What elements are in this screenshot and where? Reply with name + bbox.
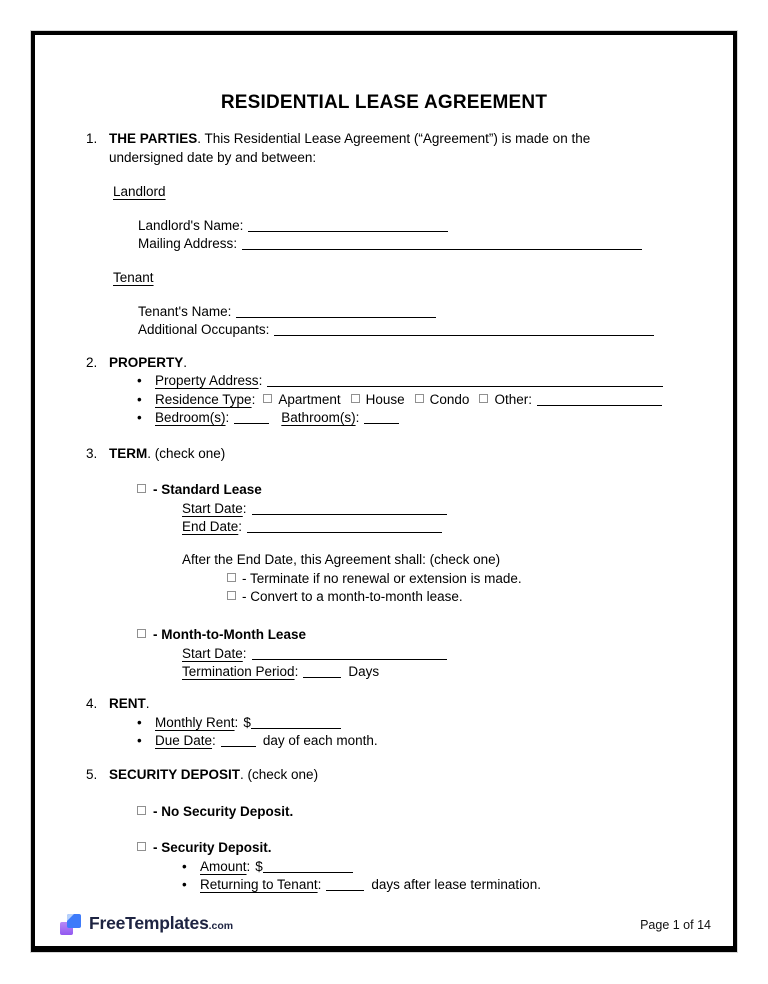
bullet-icon: •: [137, 391, 142, 407]
landlord-fields: [35, 217, 733, 254]
colon: :: [246, 858, 251, 874]
colon: :: [225, 410, 230, 425]
checkbox-row-security-deposit: [137, 839, 733, 858]
brand-tld: .com: [208, 920, 234, 933]
month-to-month-block: [35, 626, 733, 682]
document-page: [31, 31, 737, 952]
section-number: 1.: [86, 131, 98, 146]
colon: :: [233, 236, 238, 251]
residence-type-label: Residence Type: [155, 391, 252, 407]
no-security-deposit-label: - No Security Deposit.: [153, 804, 294, 819]
security-deposit-block: [35, 839, 733, 895]
bullet-due-date: [137, 732, 733, 751]
bullet-icon: •: [137, 373, 142, 388]
bullet-icon: •: [182, 858, 187, 874]
mailing-address-label: Mailing Address: [138, 236, 234, 251]
option-other-label: Other: [494, 391, 529, 407]
standard-lease-block: [35, 481, 733, 537]
colon: :: [317, 877, 322, 892]
section-parties-heading: [86, 130, 733, 167]
bullet-icon: •: [137, 714, 142, 730]
monthly-rent-label: Monthly Rent: [155, 714, 235, 730]
start-date-label: Start Date: [182, 500, 243, 516]
amount-blank[interactable]: [263, 860, 353, 873]
colon: :: [251, 391, 256, 407]
section-suffix: . (check one): [240, 767, 319, 782]
colon: :: [242, 645, 247, 661]
colon: :: [234, 714, 239, 730]
amount-label: Amount: [200, 858, 247, 874]
bathrooms-blank[interactable]: [364, 411, 399, 424]
section-suffix: .: [183, 354, 188, 370]
checkbox-other-icon[interactable]: [479, 394, 488, 403]
due-date-label: Due Date: [155, 733, 213, 748]
terminate-option-label: - Terminate if no renewal or extension is made.: [242, 570, 522, 586]
convert-option-label: - Convert to a month-to-month lease.: [242, 589, 463, 604]
brand-text: [89, 914, 233, 936]
document-title: RESIDENTIAL LEASE AGREEMENT: [220, 92, 548, 113]
standard-start-date-blank[interactable]: [252, 502, 447, 515]
field-standard-end-date: [182, 518, 733, 537]
termination-period-blank[interactable]: [303, 665, 341, 678]
after-end-date-text: After the End Date, this Agreement shall: (check one): [182, 552, 501, 567]
standard-end-date-blank[interactable]: [247, 520, 442, 533]
section-term-heading: [86, 445, 733, 464]
property-address-blank[interactable]: [267, 374, 663, 387]
dollar-sign: $: [255, 858, 263, 874]
colon: :: [258, 373, 263, 388]
checkbox-terminate-icon[interactable]: [227, 573, 236, 582]
returning-blank[interactable]: [326, 878, 364, 891]
termination-days-suffix: Days: [348, 664, 380, 679]
colon: :: [212, 733, 216, 748]
document-content: [35, 35, 733, 946]
bullet-icon: •: [137, 733, 142, 748]
section-suffix: .: [145, 696, 150, 711]
page-footer: [60, 913, 711, 937]
colon: :: [355, 410, 360, 425]
colon: :: [227, 303, 232, 319]
freetemplates-logo-icon: [60, 913, 82, 937]
mtm-start-date-blank[interactable]: [252, 647, 447, 660]
section-property-heading: [86, 354, 733, 373]
bullet-icon: •: [182, 877, 187, 892]
dollar-sign: $: [243, 714, 251, 730]
section-title: PROPERTY: [109, 354, 184, 370]
property-address-label: Property Address: [155, 373, 259, 388]
due-date-suffix: day of each month.: [262, 733, 378, 748]
monthly-rent-blank[interactable]: [251, 716, 341, 729]
section-number: 2.: [86, 354, 98, 370]
end-date-label: End Date: [182, 519, 239, 534]
section-title: RENT: [109, 696, 146, 711]
returning-suffix: days after lease termination.: [371, 877, 541, 892]
checkbox-month-to-month-icon[interactable]: [137, 629, 146, 638]
bullet-returning-to-tenant: [182, 876, 733, 895]
colon: :: [242, 500, 247, 516]
tenant-name-blank[interactable]: [236, 305, 436, 318]
start-date-label: Start Date: [182, 645, 243, 661]
field-landlord-name: [138, 217, 733, 236]
tenant-name-label: Tenant's Name: [138, 303, 228, 319]
bathrooms-label: Bathroom(s): [281, 410, 356, 425]
checkbox-no-security-deposit-icon[interactable]: [137, 806, 146, 815]
bullet-monthly-rent: [137, 714, 733, 733]
checkbox-row-standard-lease: [137, 481, 733, 500]
field-additional-occupants: [138, 321, 733, 340]
section-number: 4.: [86, 696, 98, 711]
field-mtm-start-date: [182, 645, 733, 664]
returning-to-tenant-label: Returning to Tenant: [200, 877, 318, 892]
colon: :: [265, 322, 270, 337]
section-rent-heading: [86, 695, 733, 714]
bullet-icon: •: [137, 410, 142, 425]
tenant-subheading: Tenant: [113, 269, 154, 285]
section-title: TERM: [109, 446, 148, 461]
bullet-residence-type: [137, 391, 733, 410]
month-to-month-label: - Month-to-Month Lease: [153, 627, 306, 642]
checkbox-row-terminate: [227, 570, 733, 589]
option-house-label: House: [365, 391, 405, 407]
bedrooms-label: Bedroom(s): [155, 410, 226, 425]
bullet-property-address: [137, 372, 733, 391]
field-termination-period: [182, 663, 733, 682]
after-end-date-block: [35, 551, 733, 607]
checkbox-convert-icon[interactable]: [227, 591, 236, 600]
section-suffix: . (check one): [147, 446, 226, 461]
mailing-address-blank[interactable]: [242, 237, 642, 250]
section-number: 3.: [86, 446, 98, 461]
termination-period-label: Termination Period: [182, 664, 295, 679]
landlord-subheading: Landlord: [113, 184, 166, 199]
colon: :: [528, 391, 532, 407]
bedrooms-blank[interactable]: [234, 411, 269, 424]
field-mailing-address: [138, 235, 733, 254]
landlord-name-blank[interactable]: [248, 219, 448, 232]
section-security-deposit-heading: [86, 766, 733, 785]
landlord-name-label: Landlord's Name: [138, 217, 240, 233]
page-number: Page 1 of 14: [640, 917, 711, 932]
checkbox-house-icon[interactable]: [351, 394, 360, 403]
colon: :: [238, 519, 243, 534]
standard-lease-label: - Standard Lease: [153, 482, 262, 497]
checkbox-row-month-to-month: [137, 626, 733, 645]
option-condo-label: Condo: [429, 391, 470, 407]
checkbox-security-deposit-icon[interactable]: [137, 842, 146, 851]
checkbox-apartment-icon[interactable]: [263, 394, 272, 403]
field-tenant-name: [138, 303, 733, 322]
checkbox-row-convert: [227, 588, 733, 607]
checkbox-standard-lease-icon[interactable]: [137, 484, 146, 493]
colon: :: [294, 664, 299, 679]
other-residence-blank[interactable]: [537, 393, 662, 406]
checkbox-condo-icon[interactable]: [415, 394, 424, 403]
section-title: SECURITY DEPOSIT: [109, 767, 241, 782]
additional-occupants-blank[interactable]: [274, 323, 654, 336]
bullet-amount: [182, 858, 733, 877]
tenant-fields: [35, 303, 733, 340]
bullet-bedrooms-bathrooms: [137, 409, 733, 428]
option-apartment-label: Apartment: [278, 391, 341, 407]
section-title: THE PARTIES: [109, 131, 198, 146]
section-number: 5.: [86, 767, 98, 782]
colon: :: [239, 217, 244, 233]
security-deposit-label: - Security Deposit.: [153, 840, 272, 855]
checkbox-row-no-security-deposit: [137, 803, 733, 822]
brand-name: FreeTemplates: [89, 913, 209, 934]
due-date-blank[interactable]: [221, 734, 256, 747]
freetemplates-logo: [60, 913, 233, 937]
section-intro: . This Residential Lease Agreement (“Agreement”) is made on the undersigned date by and between:: [109, 131, 591, 165]
additional-occupants-label: Additional Occupants: [138, 322, 266, 337]
field-standard-start-date: [182, 500, 733, 519]
